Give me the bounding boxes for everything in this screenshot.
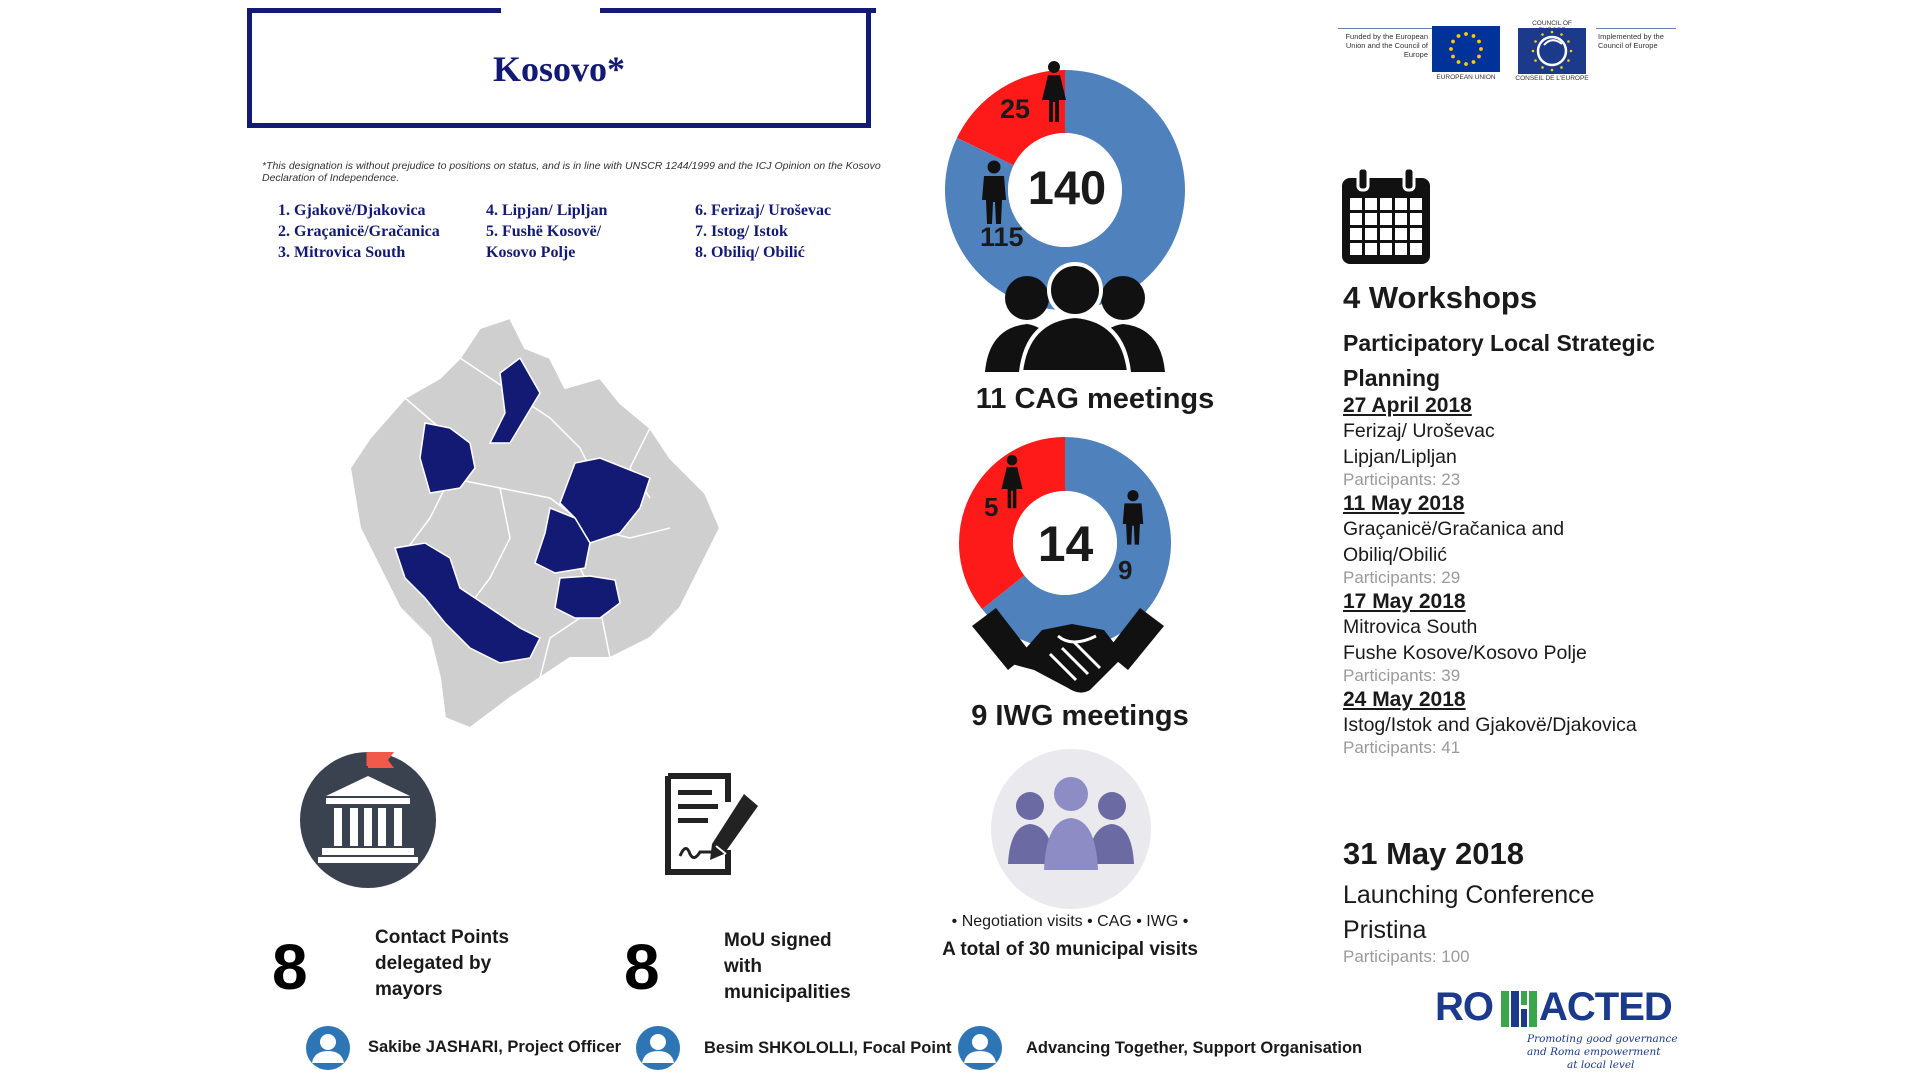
person-label: Besim SHKOLOLLI, Focal Point [704,1039,952,1057]
star-icon [1477,55,1481,59]
romacted-logo-left: RO [1435,985,1493,1029]
workshops-heading: 4 Workshops [1343,280,1538,315]
visits-types: • Negotiation visits • CAG • IWG • [951,913,1189,930]
contact-points-label-line: delegated by [375,953,492,974]
star-icon [1472,60,1476,64]
list-item [1343,590,1763,686]
title-box-top-left [247,8,501,13]
star-icon [1567,40,1570,43]
star-icon [1464,32,1468,36]
workshop-line: Istog/Istok and Gjakovë/Djakovica [1343,714,1637,736]
contact-points-label [375,925,509,1003]
romacted-logo [1435,985,1685,1080]
man-icon [1121,488,1145,548]
star-icon [1541,66,1544,69]
logo-rule [1596,28,1676,29]
calendar-cell [1350,198,1362,210]
title-box-top-right [600,8,876,13]
conference-line: Pristina [1343,916,1427,944]
mou-label-line: municipalities [724,982,851,1003]
mou-label-line: with [724,956,762,977]
calendar-cell [1380,198,1392,210]
title-box [247,8,871,128]
conference-line: Launching Conference [1343,881,1595,909]
conference-date: 31 May 2018 [1343,836,1524,871]
conference-details [1343,878,1595,948]
workshop-participants: Participants: 29 [1343,568,1461,587]
romacted-tagline [1527,1033,1678,1072]
star-icon [1457,60,1461,64]
star-icon [1479,47,1483,51]
cag-meetings-label: 11 CAG meetings [975,383,1215,415]
star-icon [1570,50,1573,53]
star-icon [1541,33,1544,36]
star-icon [1534,59,1537,62]
calendar-cell [1395,243,1407,255]
workshop-participants: Participants: 23 [1343,470,1461,489]
calendar-cell [1380,228,1392,240]
document-sign-icon [664,772,760,876]
iwg-men-count: 9 [1118,555,1133,585]
calendar-cell [1395,228,1407,240]
workshop-participants: Participants: 39 [1343,666,1461,685]
workshops-subheading [1343,326,1655,396]
workshop-line: Graçanicë/Gračanica and [1343,518,1565,540]
group-icon [990,748,1152,910]
workshop-line: Ferizaj/ Uroševac [1343,420,1495,442]
calendar-cell [1410,243,1422,255]
workshop-line: Lipjan/Lipljan [1343,446,1457,468]
cag-women-count: 25 [1000,94,1031,124]
star-icon [1477,40,1481,44]
visits-total: A total of 30 municipal visits [942,939,1198,960]
star-icon [1457,34,1461,38]
municipality-list-col1 [278,200,440,263]
star-icon [1567,59,1570,62]
star-icon [1472,34,1476,38]
person-label: Advancing Together, Support Organisation [1026,1039,1363,1057]
workshops-subheading-line: Planning [1343,365,1441,391]
eu-label: EUROPEAN UNION [1436,74,1496,81]
contact-points-label-line: Contact Points [375,927,510,948]
workshop-date: 24 May 2018 [1343,688,1466,711]
list-item: 2. Graçanicë/Gračanica [278,223,440,240]
building-icon [298,748,438,888]
person-label: Sakibe JASHARI, Project Officer [368,1038,622,1056]
calendar-cell [1395,198,1407,210]
list-item: 5. Fushë Kosovë/ [486,223,602,240]
workshop-date: 17 May 2018 [1343,590,1466,613]
calendar-cell [1350,213,1362,225]
calendar-cell [1350,228,1362,240]
calendar-cell [1410,213,1422,225]
star-icon [1534,40,1537,43]
calendar-icon [1340,166,1432,266]
coe-flag-icon [1518,28,1586,74]
eu-caption: Funded by the European Union and the Council of Europe [1345,32,1428,59]
list-item: 7. Istog/ Istok [695,223,788,240]
list-item [1343,688,1763,758]
romacted-tagline-line: and Roma empowerment [1527,1046,1661,1058]
map-region [350,318,720,728]
star-icon [1551,69,1554,72]
star-icon [1449,47,1453,51]
romacted-tagline-line: at local level [1567,1059,1635,1071]
calendar-cell [1365,228,1377,240]
cag-total: 140 [1027,161,1107,214]
romacted-logo-right: ACTED [1539,985,1672,1029]
user-icon [300,1025,356,1071]
star-icon [1451,40,1455,44]
calendar-cell [1410,198,1422,210]
workshops-subheading-line: Participatory Local Strategic [1343,330,1655,356]
star-icon [1451,55,1455,59]
municipality-list-col2 [486,200,607,263]
man-icon [980,160,1008,226]
list-item: 6. Ferizaj/ Uroševac [695,202,832,219]
page-title: Kosovo* [492,49,625,89]
star-icon [1464,62,1468,66]
workshop-date: 11 May 2018 [1343,492,1465,515]
list-item [1343,394,1763,490]
iwg-women-count: 5 [984,492,999,522]
calendar-cell [1395,213,1407,225]
mou-label-line: MoU signed [724,930,832,951]
woman-icon [1038,60,1070,124]
workshop-line: Obiliq/Obilić [1343,544,1448,566]
mou-label [724,928,851,1006]
municipality-list-col3 [695,200,831,263]
list-item: 1. Gjakovë/Djakovica [278,202,426,219]
star-icon [1551,31,1554,34]
calendar-cell [1410,228,1422,240]
cag-men-count: 115 [980,222,1024,252]
disclaimer: *This designation is without prejudice to positions on status, and is in line with UNSCR 1244/1999 and the ICJ Opinion on the Kosovo Declaration of Independence. [262,160,881,184]
contact-points-count: 8 [272,931,308,1003]
calendar-cell [1380,243,1392,255]
kosovo-map [350,318,730,728]
workshop-list [1343,394,1763,758]
list-item: 4. Lipjan/ Lipljan [486,202,608,219]
star-icon [1532,50,1535,53]
romacted-tagline-line: Promoting good governance [1527,1033,1678,1045]
coe-label: CONSEIL DE L'EUROPE [1515,75,1589,82]
iwg-meetings-label: 9 IWG meetings [971,700,1189,732]
list-item: 8. Obiliq/ Obilić [695,244,805,261]
coe-top-label: COUNCIL OF [1532,20,1572,27]
workshop-date: 27 April 2018 [1343,394,1472,417]
handshake-icon [972,608,1164,696]
workshop-line: Fushe Kosove/Kosovo Polje [1343,642,1587,664]
calendar-cell [1380,213,1392,225]
iwg-total: 14 [1037,516,1094,572]
coe-caption: Implemented by the Council of Europe [1598,32,1664,50]
mou-count: 8 [624,931,660,1003]
calendar-cell [1350,243,1362,255]
calendar-cell [1365,243,1377,255]
calendar-cell [1365,198,1377,210]
woman-icon [998,453,1026,511]
user-icon [952,1025,1008,1071]
conference-participants: Participants: 100 [1343,947,1470,966]
contact-points-label-line: mayors [375,979,443,1000]
people-icon [985,262,1165,372]
workshop-line: Mitrovica South [1343,616,1478,638]
user-icon [630,1025,686,1071]
list-item: 3. Mitrovica South [278,244,406,261]
star-icon [1560,33,1563,36]
list-item [1343,492,1763,588]
list-item: Kosovo Polje [486,244,576,261]
eu-flag-icon [1432,26,1500,72]
star-icon [1560,66,1563,69]
romacted-mark-icon [1501,991,1537,1027]
calendar-cell [1365,213,1377,225]
workshop-participants: Participants: 41 [1343,738,1461,757]
